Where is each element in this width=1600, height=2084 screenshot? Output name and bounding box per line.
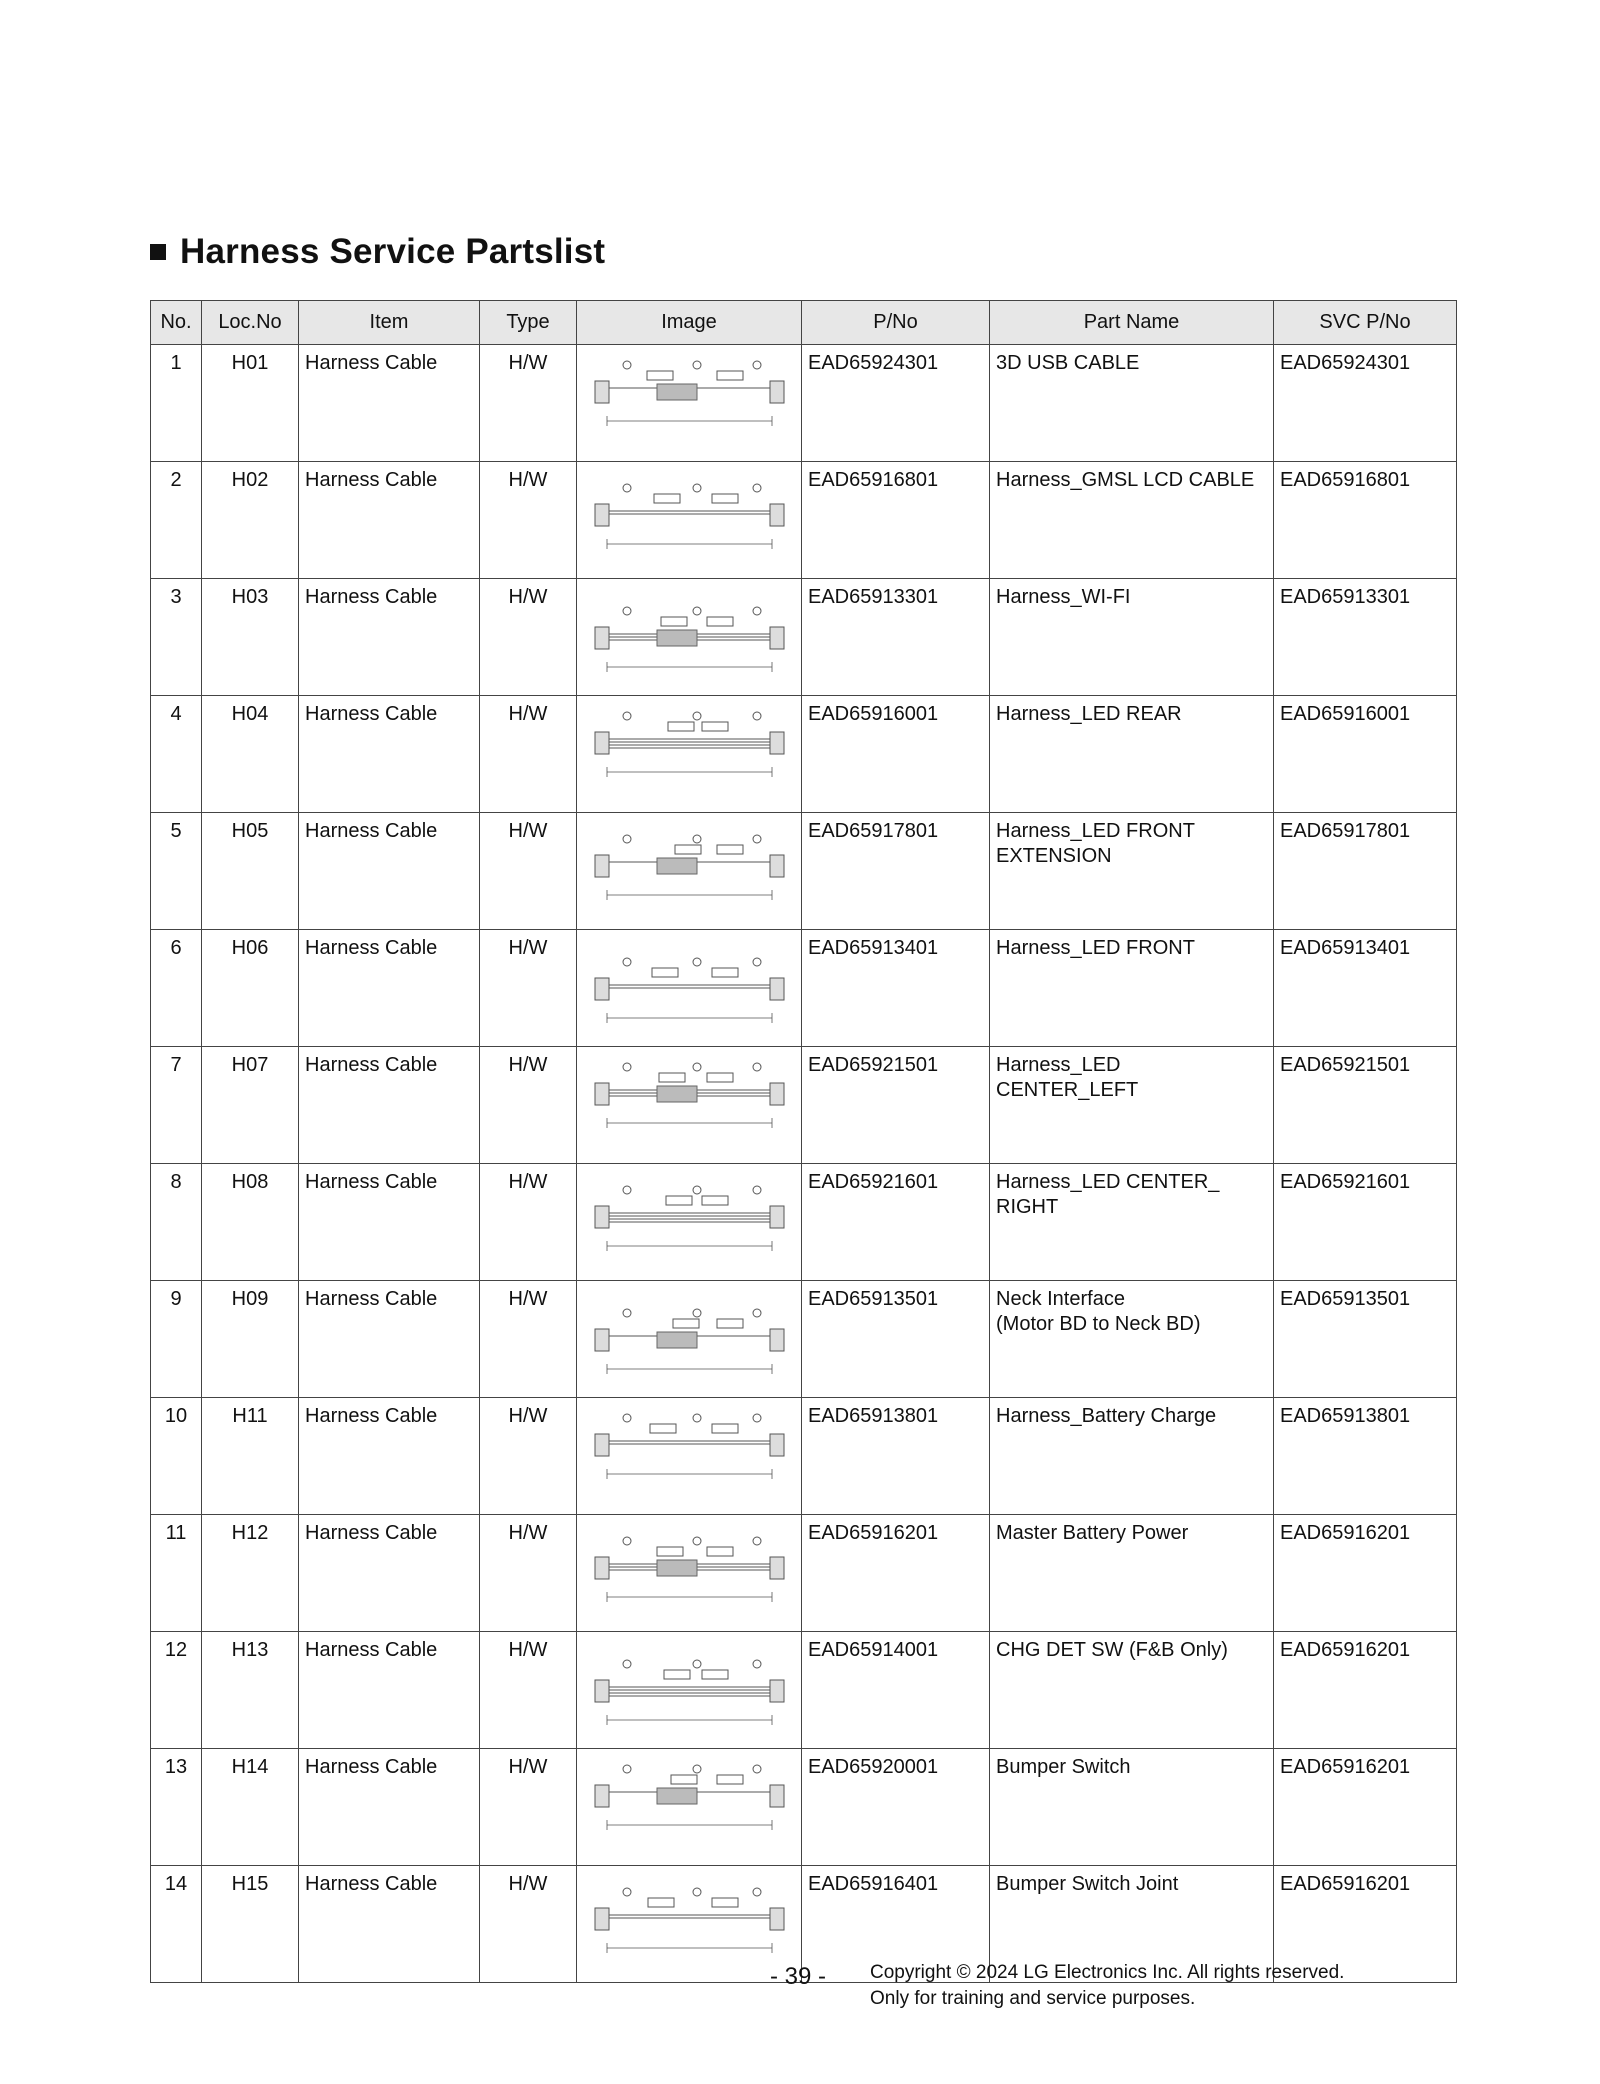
cell-no: 8 [151, 1164, 202, 1281]
cell-image [577, 1632, 802, 1749]
table-row [151, 1632, 1457, 1749]
usage-notice: Only for training and service purposes. [870, 1988, 1196, 2009]
cell-pno: EAD65913401 [802, 930, 990, 1047]
cell-item: Harness Cable [299, 813, 480, 930]
cell-svc-pno: EAD65917801 [1274, 813, 1457, 930]
cell-item: Harness Cable [299, 1047, 480, 1164]
table-row [151, 579, 1457, 696]
neck-interface-diagram [587, 1287, 792, 1387]
header-image: Image [577, 301, 802, 345]
cell-pno: EAD65913301 [802, 579, 990, 696]
cell-image [577, 1866, 802, 1983]
cell-svc-pno: EAD65913501 [1274, 1281, 1457, 1398]
page-heading [150, 232, 605, 272]
cell-loc-no: H12 [202, 1515, 299, 1632]
wifi-cable-diagram [587, 585, 792, 685]
cell-loc-no: H15 [202, 1866, 299, 1983]
parts-table [150, 300, 1457, 1983]
cell-pno: EAD65913501 [802, 1281, 990, 1398]
cell-pno: EAD65914001 [802, 1632, 990, 1749]
bullet-square-icon [150, 244, 166, 260]
cell-item: Harness Cable [299, 1398, 480, 1515]
cell-image [577, 930, 802, 1047]
table-row [151, 1281, 1457, 1398]
cell-no: 5 [151, 813, 202, 930]
table-row [151, 462, 1457, 579]
cell-loc-no: H02 [202, 462, 299, 579]
cell-no: 12 [151, 1632, 202, 1749]
cell-item: Harness Cable [299, 462, 480, 579]
cell-part-name: CHG DET SW (F&B Only) [990, 1632, 1274, 1749]
bumper-joint-diagram [587, 1872, 792, 1972]
cell-type: H/W [480, 462, 577, 579]
cell-no: 11 [151, 1515, 202, 1632]
cell-item: Harness Cable [299, 1281, 480, 1398]
cell-part-name: Master Battery Power [990, 1515, 1274, 1632]
cell-no: 3 [151, 579, 202, 696]
table-row [151, 1515, 1457, 1632]
cell-image [577, 1047, 802, 1164]
cell-image [577, 1749, 802, 1866]
cell-image [577, 462, 802, 579]
cell-no: 7 [151, 1047, 202, 1164]
cell-loc-no: H06 [202, 930, 299, 1047]
cell-type: H/W [480, 579, 577, 696]
footer-copyright-block [870, 1960, 1344, 2012]
cell-svc-pno: EAD65916201 [1274, 1515, 1457, 1632]
table-row [151, 345, 1457, 462]
table-row [151, 813, 1457, 930]
cell-no: 1 [151, 345, 202, 462]
cell-item: Harness Cable [299, 1866, 480, 1983]
cell-part-name: Harness_LED FRONT [990, 930, 1274, 1047]
cell-svc-pno: EAD65924301 [1274, 345, 1457, 462]
table-row [151, 1398, 1457, 1515]
table-row [151, 696, 1457, 813]
cell-item: Harness Cable [299, 930, 480, 1047]
cell-loc-no: H14 [202, 1749, 299, 1866]
cell-no: 6 [151, 930, 202, 1047]
cell-type: H/W [480, 1749, 577, 1866]
cell-loc-no: H01 [202, 345, 299, 462]
cell-item: Harness Cable [299, 1515, 480, 1632]
header-svc-pno: SVC P/No [1274, 301, 1457, 345]
cell-type: H/W [480, 1632, 577, 1749]
cell-pno: EAD65916001 [802, 696, 990, 813]
cell-part-name: Harness_GMSL LCD CABLE [990, 462, 1274, 579]
cell-part-name: Bumper Switch [990, 1749, 1274, 1866]
chg-det-sw-diagram [587, 1638, 792, 1738]
cell-pno: EAD65921601 [802, 1164, 990, 1281]
led-rear-diagram [587, 702, 792, 802]
cell-part-name: Harness_LED CENTER_LEFT [990, 1047, 1274, 1164]
cell-part-name: Neck Interface (Motor BD to Neck BD) [990, 1281, 1274, 1398]
cell-loc-no: H07 [202, 1047, 299, 1164]
cell-svc-pno: EAD65916201 [1274, 1632, 1457, 1749]
cell-loc-no: H13 [202, 1632, 299, 1749]
cell-loc-no: H09 [202, 1281, 299, 1398]
cell-svc-pno: EAD65916201 [1274, 1866, 1457, 1983]
cell-pno: EAD65921501 [802, 1047, 990, 1164]
bumper-switch-diagram [587, 1755, 792, 1855]
cell-no: 9 [151, 1281, 202, 1398]
cell-part-name: Harness_LED REAR [990, 696, 1274, 813]
cell-pno: EAD65916201 [802, 1515, 990, 1632]
usb-cable-diagram [587, 351, 792, 451]
cell-image [577, 1398, 802, 1515]
cell-loc-no: H03 [202, 579, 299, 696]
cell-type: H/W [480, 1515, 577, 1632]
cell-image [577, 1281, 802, 1398]
cell-pno: EAD65924301 [802, 345, 990, 462]
cell-svc-pno: EAD65913401 [1274, 930, 1457, 1047]
page-number: - 39 - [770, 1963, 827, 1990]
cell-pno: EAD65916801 [802, 462, 990, 579]
cell-image [577, 579, 802, 696]
cell-no: 13 [151, 1749, 202, 1866]
cell-svc-pno: EAD65913801 [1274, 1398, 1457, 1515]
cell-no: 2 [151, 462, 202, 579]
header-loc-no: Loc.No [202, 301, 299, 345]
table-row [151, 1749, 1457, 1866]
heading-text: Harness Service Partslist [180, 232, 606, 271]
header-no: No. [151, 301, 202, 345]
cell-image [577, 696, 802, 813]
cell-no: 10 [151, 1398, 202, 1515]
cell-type: H/W [480, 1047, 577, 1164]
copyright-text: Copyright © 2024 LG Electronics Inc. All rights reserved. [870, 1962, 1345, 1983]
battery-charge-diagram [587, 1404, 792, 1504]
cell-item: Harness Cable [299, 1632, 480, 1749]
cell-type: H/W [480, 930, 577, 1047]
led-center-right-diagram [587, 1170, 792, 1270]
led-front-diagram [587, 936, 792, 1036]
header-item: Item [299, 301, 480, 345]
cell-type: H/W [480, 345, 577, 462]
cell-part-name: Harness_LED CENTER_ RIGHT [990, 1164, 1274, 1281]
cell-pno: EAD65920001 [802, 1749, 990, 1866]
cell-part-name: Bumper Switch Joint [990, 1866, 1274, 1983]
cell-image [577, 813, 802, 930]
cell-image [577, 1164, 802, 1281]
led-center-left-diagram [587, 1053, 792, 1153]
cell-loc-no: H05 [202, 813, 299, 930]
cell-image [577, 1515, 802, 1632]
cell-item: Harness Cable [299, 579, 480, 696]
table-row [151, 930, 1457, 1047]
cell-loc-no: H11 [202, 1398, 299, 1515]
cell-image [577, 345, 802, 462]
cell-svc-pno: EAD65916801 [1274, 462, 1457, 579]
cell-type: H/W [480, 696, 577, 813]
cell-no: 14 [151, 1866, 202, 1983]
cell-part-name: Harness_LED FRONT EXTENSION [990, 813, 1274, 930]
cell-pno: EAD65913801 [802, 1398, 990, 1515]
cell-type: H/W [480, 1866, 577, 1983]
cell-part-name: Harness_WI-FI [990, 579, 1274, 696]
table-row [151, 1164, 1457, 1281]
gmsl-cable-diagram [587, 468, 792, 568]
cell-item: Harness Cable [299, 1164, 480, 1281]
cell-svc-pno: EAD65921501 [1274, 1047, 1457, 1164]
cell-type: H/W [480, 813, 577, 930]
cell-no: 4 [151, 696, 202, 813]
cell-svc-pno: EAD65916201 [1274, 1749, 1457, 1866]
cell-item: Harness Cable [299, 1749, 480, 1866]
header-type: Type [480, 301, 577, 345]
battery-power-diagram [587, 1521, 792, 1621]
cell-item: Harness Cable [299, 345, 480, 462]
cell-type: H/W [480, 1281, 577, 1398]
table-header-row [151, 301, 1457, 345]
cell-item: Harness Cable [299, 696, 480, 813]
cell-svc-pno: EAD65916001 [1274, 696, 1457, 813]
cell-type: H/W [480, 1398, 577, 1515]
header-part-name: Part Name [990, 301, 1274, 345]
cell-loc-no: H04 [202, 696, 299, 813]
cell-part-name: 3D USB CABLE [990, 345, 1274, 462]
cell-svc-pno: EAD65913301 [1274, 579, 1457, 696]
cell-pno: EAD65917801 [802, 813, 990, 930]
table-row [151, 1047, 1457, 1164]
cell-svc-pno: EAD65921601 [1274, 1164, 1457, 1281]
led-front-ext-diagram [587, 819, 792, 919]
cell-type: H/W [480, 1164, 577, 1281]
header-pno: P/No [802, 301, 990, 345]
cell-part-name: Harness_Battery Charge [990, 1398, 1274, 1515]
cell-loc-no: H08 [202, 1164, 299, 1281]
cell-pno: EAD65916401 [802, 1866, 990, 1983]
